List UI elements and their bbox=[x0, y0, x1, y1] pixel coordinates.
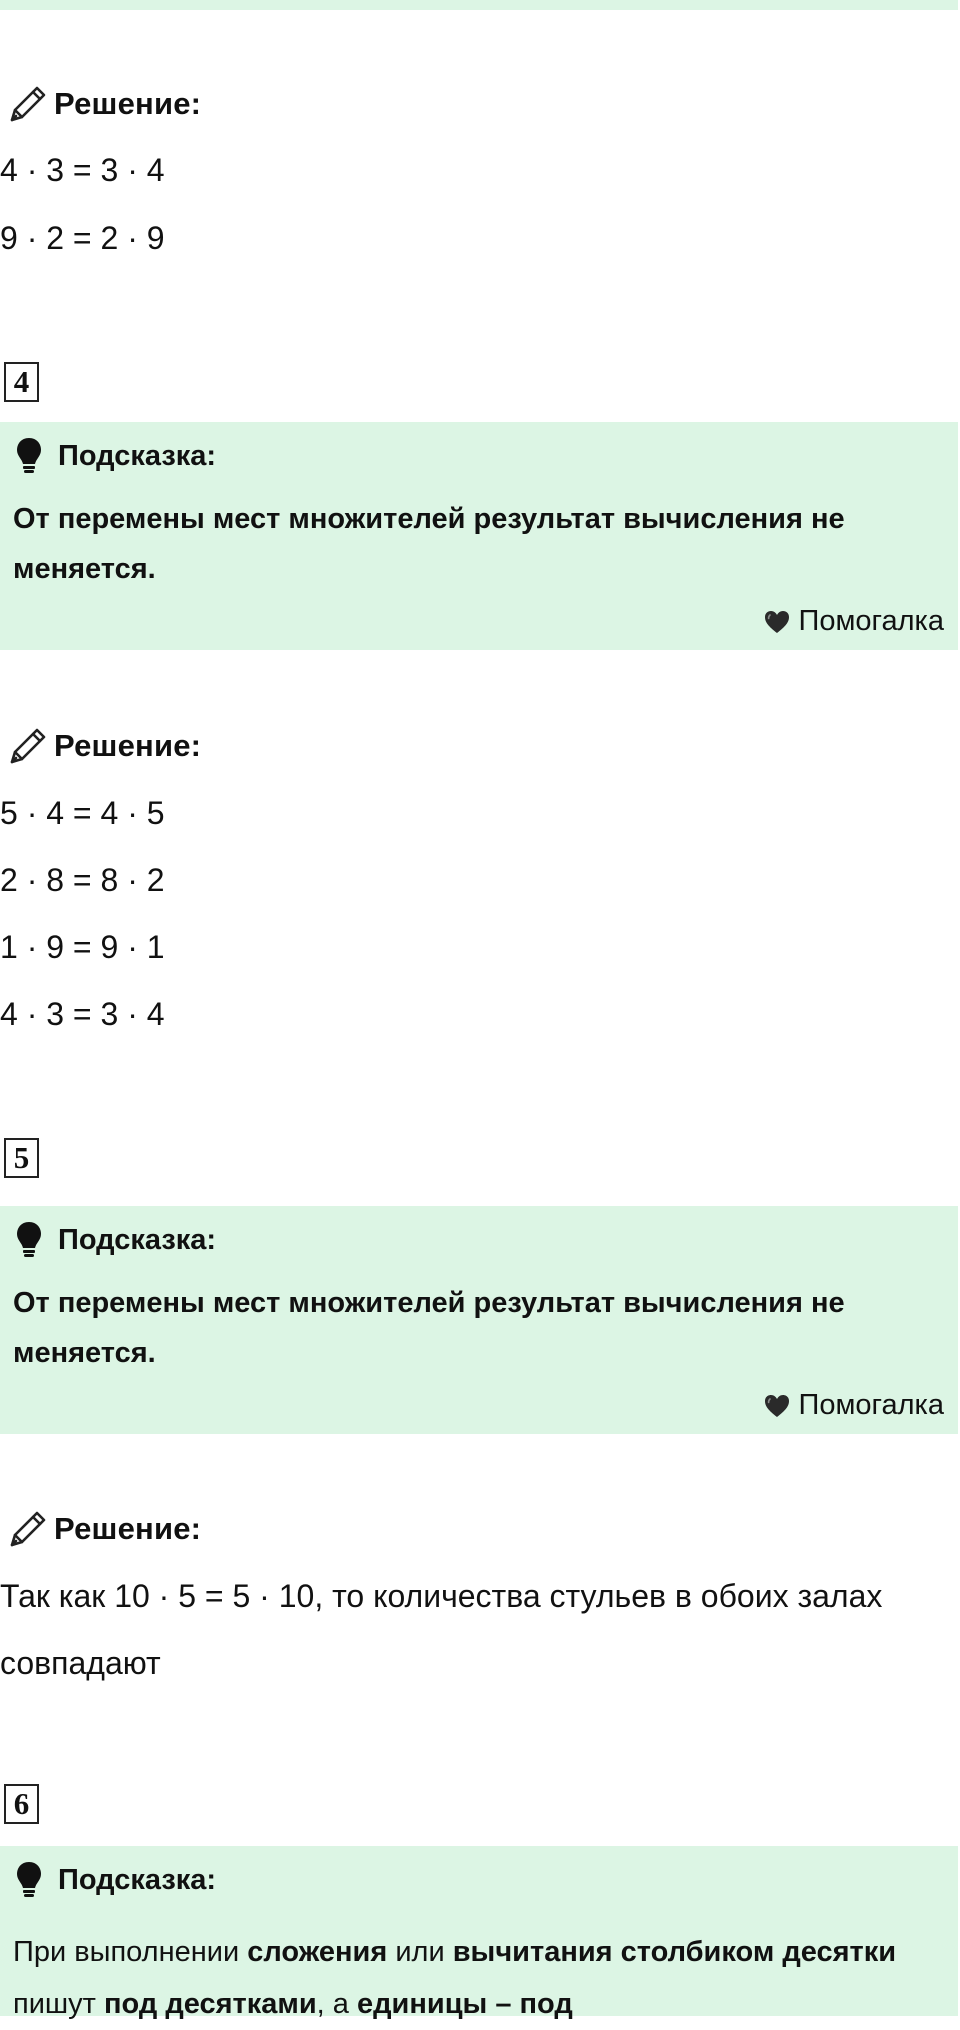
hint-text-part: , а bbox=[316, 1988, 357, 2020]
brand-name: Помогалка bbox=[798, 1389, 944, 1421]
brand-tag bbox=[763, 1389, 944, 1422]
hint-text-part: пишут bbox=[13, 1988, 105, 2020]
solution-header bbox=[6, 82, 201, 126]
hint-text-bold: единицы – под bbox=[356, 1988, 573, 2020]
solution-header bbox=[6, 724, 201, 768]
hint-label: Подсказка: bbox=[58, 439, 217, 472]
hint-text-bold: вычитания столбиком десятки bbox=[452, 1936, 897, 1968]
solution-line: 2 · 8 = 8 · 2 bbox=[0, 862, 165, 898]
solution-line: 4 · 3 = 3 · 4 bbox=[0, 152, 165, 188]
hint-text: От перемены мест множителей результат вычисления не меняется. bbox=[13, 1287, 845, 1369]
task-number: 6 bbox=[4, 1784, 39, 1824]
pencil-icon bbox=[6, 724, 50, 768]
solution-line: 4 · 3 = 3 · 4 bbox=[0, 996, 165, 1032]
pencil-icon bbox=[6, 1507, 50, 1551]
task-number: 5 bbox=[4, 1138, 39, 1178]
hint-box bbox=[0, 422, 958, 650]
hint-label: Подсказка: bbox=[58, 1223, 217, 1256]
lightbulb-icon bbox=[14, 1220, 44, 1260]
hint-text-part: или bbox=[387, 1936, 453, 1968]
solution-line: Так как 10 · 5 = 5 · 10, то количества стульев в обоих залах bbox=[0, 1578, 883, 1614]
solution-line: совпадают bbox=[0, 1645, 161, 1681]
solution-label: Решение: bbox=[54, 86, 202, 121]
hint-box bbox=[0, 1206, 958, 1434]
previous-hint-box-bottom bbox=[0, 0, 958, 10]
brand-name: Помогалка bbox=[798, 605, 944, 637]
heart-icon bbox=[763, 609, 791, 635]
solution-label: Решение: bbox=[54, 728, 202, 763]
hint-header bbox=[14, 436, 216, 476]
brand-tag bbox=[763, 605, 944, 638]
lightbulb-icon bbox=[14, 1860, 44, 1900]
solution-line: 9 · 2 = 2 · 9 bbox=[0, 220, 165, 256]
solution-label: Решение: bbox=[54, 1511, 202, 1546]
hint-box bbox=[0, 1846, 958, 2020]
solution-line: 1 · 9 = 9 · 1 bbox=[0, 929, 165, 965]
lightbulb-icon bbox=[14, 436, 44, 476]
hint-label: Подсказка: bbox=[58, 1863, 217, 1896]
pencil-icon bbox=[6, 82, 50, 126]
hint-header bbox=[14, 1860, 216, 1900]
hint-header bbox=[14, 1220, 216, 1260]
heart-icon bbox=[763, 1393, 791, 1419]
solution-line: 5 · 4 = 4 · 5 bbox=[0, 795, 165, 831]
hint-text bbox=[13, 1926, 943, 2030]
hint-text-part: При выполнении bbox=[13, 1936, 248, 1968]
task-number: 4 bbox=[4, 362, 39, 402]
hint-text-bold: сложения bbox=[247, 1936, 388, 1968]
hint-text: От перемены мест множителей результат вычисления не меняется. bbox=[13, 503, 845, 585]
solution-header bbox=[6, 1507, 201, 1551]
hint-text-bold: под десятками bbox=[104, 1988, 317, 2020]
